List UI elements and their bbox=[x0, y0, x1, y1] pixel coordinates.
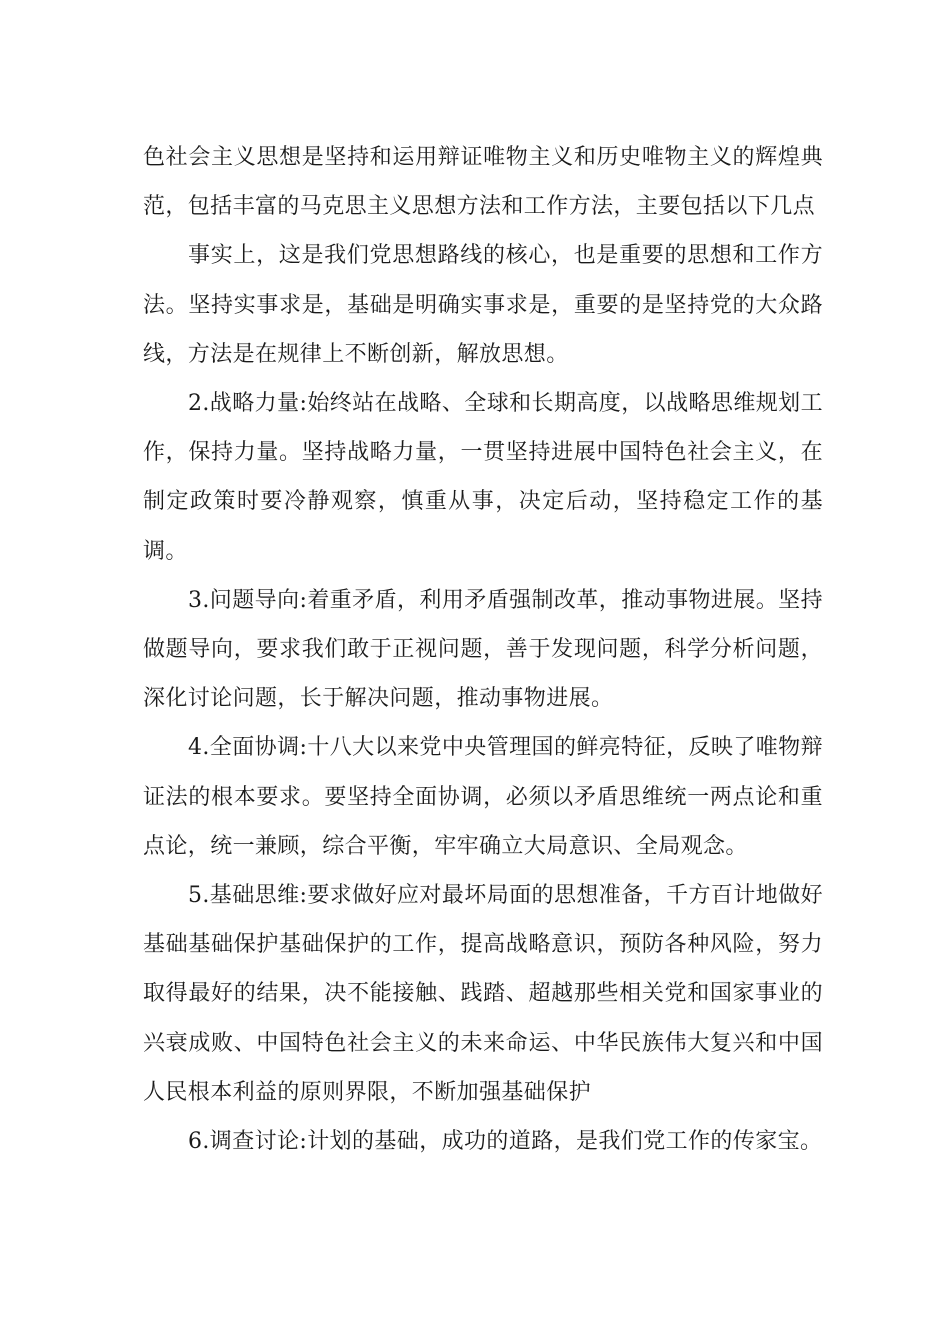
paragraph-1: 色社会主义思想是坚持和运用辩证唯物主义和历史唯物主义的辉煌典范，包括丰富的马克思主义思想方法和工作方法，主要包括以下几点 bbox=[143, 145, 823, 220]
paragraph-3: 2.战略力量:始终站在战略、全球和长期高度，以战略思维规划工作，保持力量。坚持战略力量，一贯坚持进展中国特色社会主义，在制定政策时要冷静观察，慎重从事，决定后动，坚持稳定工作的基调。 bbox=[143, 391, 823, 564]
paragraph-2: 事实上，这是我们党思想路线的核心，也是重要的思想和工作方法。坚持实事求是，基础是明确实事求是，重要的是坚持党的大众路线，方法是在规律上不断创新，解放思想。 bbox=[143, 243, 823, 367]
paragraph-4: 3.问题导向:着重矛盾，利用矛盾强制改革，推动事物进展。坚持做题导向，要求我们敢于正视问题，善于发现问题，科学分析问题，深化讨论问题，长于解决问题，推动事物进展。 bbox=[143, 587, 823, 712]
document-body bbox=[143, 133, 823, 1166]
paragraph-6: 5.基础思维:要求做好应对最坏局面的思想准备，千方百计地做好基础基础保护基础保护的工作，提高战略意识，预防各种风险，努力取得最好的结果，决不能接触、践踏、超越那些相关党和国家事业的兴衰成败、中国特色社会主义的未来命运、中华民族伟大复兴和中国人民根本利益的原则界限，不断加强基础保护 bbox=[143, 883, 823, 1105]
paragraph-5: 4.全面协调:十八大以来党中央管理国的鲜亮特征，反映了唯物辩证法的根本要求。要坚持全面协调，必须以矛盾思维统一两点论和重点论，统一兼顾，综合平衡，牢牢确立大局意识、全局观念。 bbox=[143, 735, 823, 859]
paragraph-7: 6.调查讨论:计划的基础，成功的道路，是我们党工作的传家宝。 bbox=[188, 1129, 823, 1155]
